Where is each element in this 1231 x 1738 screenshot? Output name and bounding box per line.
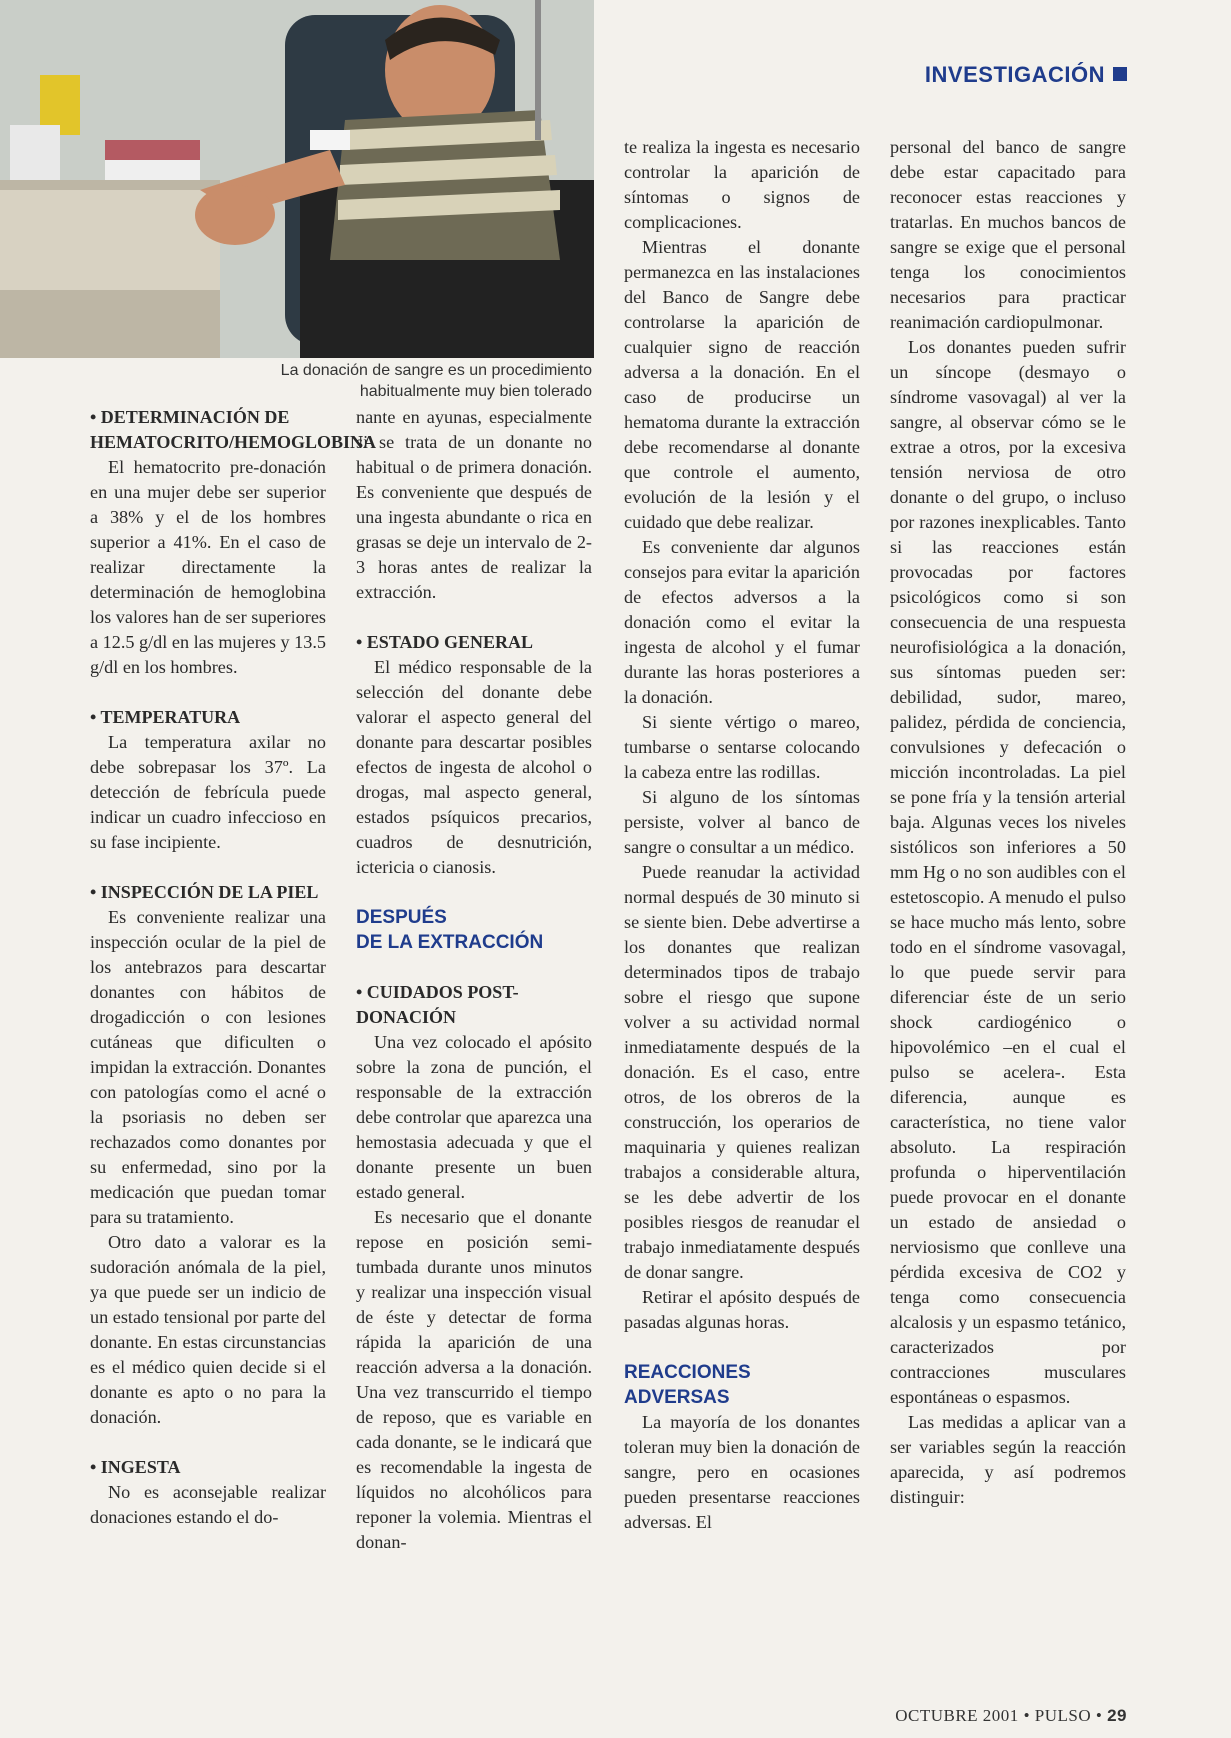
paragraph: personal del banco de sangre debe estar capacitado para reconocer estas reacciones y tratarlas. En muchos bancos de sangre se exige que el personal tenga los conocimientos necesarios para practicar reanimación cardiopulmonar. [890,137,1126,332]
heading-ingesta: • INGESTA [90,1457,181,1477]
paragraph: La temperatura axilar no debe sobrepasar los 37º. La detección de febrícula puede indicar un cuadro infeccioso en su fase incipiente. [90,732,326,852]
section-label-text: INVESTIGACIÓN [924,62,1105,87]
paragraph: Es necesario que el donante repose en posición semi-tumbada durante unos minutos y realizar una inspección visual de éste y detectar de forma rápida la aparición de una reacción adversa a la donación. Una vez transcurrido el tiempo de reposo, que es variable en cada donante, se le indicará que es recomendable la ingesta de líquidos no alcohólicos para reponer la volemia. Mientras el donan- [356,1207,592,1552]
paragraph: El médico responsable de la selección del donante debe valorar el aspecto general del donante para descartar posibles efectos de ingesta de alcohol o drogas, mal aspecto general, estados psíquicos precarios, cuadros de desnutrición, ictericia o cianosis. [356,657,592,877]
paragraph: Los donantes pueden sufrir un síncope (desmayo o síndrome vasovagal) al ver la sangre, al observar cómo se le extrae a otros, por la excesiva tensión nerviosa de otro donante o del grupo, o incluso por razones inexplicables. Tanto si las reacciones están provocadas por factores psicológicos como si son consecuencia de una respuesta neurofisiológica a la donación, sus síntomas pueden ser: debilidad, sudor, mareo, palidez, pérdida de conciencia, convulsiones y defecación o micción incontroladas. La piel se pone fría y la tensión arterial baja. Algunas veces los niveles sistólicos son inferiores a 50 mm Hg o no son audibles con el estetoscopio. A menudo el pulso se hace mucho más lento, sobre todo en el síndrome vasovagal, lo que puede servir para diferenciar éste de un serio shock cardiogénico o hipovolémico –en el cual el pulso se acelera-. Esta diferencia, aunque es característica, no tiene valor absoluto. La respiración profunda o hiperventilación puede provocar en el donante un estado de ansiedad o nerviosismo que conlleve una pérdida excesiva de CO2 y tenga como consecuencia alcalosis y un espasmo tetánico, caracterizados por contracciones musculares espontáneas o espasmos. [890,337,1126,1407]
paragraph: No es aconsejable realizar donaciones estando el do- [90,1482,326,1527]
footer-separator: • [1023,1706,1031,1725]
heading-hematocrito: • DETERMINACIÓN DE HEMATOCRITO/HEMOGLOBINA [90,407,377,452]
section-square-icon [1113,67,1127,81]
paragraph: Es conveniente realizar una inspección ocular de la piel de los antebrazos para descartar donantes con hábitos de drogadicción o con lesiones cutáneas que dificulten o impidan la extracción. Donantes con patologías como el acné o la psoriasis no deben ser rechazados como donantes por su enfermedad, sino por la medicación que puedan tomar para su tratamiento. [90,907,326,1227]
paragraph: Una vez colocado el apósito sobre la zona de punción, el responsable de la extracción debe controlar que aparezca una hemostasia adecuada y que el donante presente un buen estado general. [356,1032,592,1202]
heading-inspeccion-piel: • INSPECCIÓN DE LA PIEL [90,882,319,902]
photo-illustration [0,0,594,358]
paragraph: Es conveniente dar algunos consejos para evitar la aparición de efectos adversos a la donación como el evitar la ingesta de alcohol y el fumar durante las horas posteriores a la donación. [624,537,860,707]
heading-cuidados-post-donacion: • CUIDADOS POST-DONACIÓN [356,982,519,1027]
paragraph: Si siente vértigo o mareo, tumbarse o sentarse colocando la cabeza entre las rodillas. [624,712,860,782]
column-3 [624,135,860,1535]
section-heading-reacciones-2: ADVERSAS [624,1387,730,1408]
paragraph: Las medidas a aplicar van a ser variables según la reacción aparecida, y así podremos distinguir: [890,1412,1126,1507]
heading-estado-general: • ESTADO GENERAL [356,632,534,652]
photo-caption: La donación de sangre es un procedimiento habitualmente muy bien tolerado [280,362,592,400]
section-heading-despues-1: DESPUÉS [356,907,447,928]
footer-magazine: PULSO [1034,1706,1092,1725]
photo-blood-donor [0,0,594,358]
section-heading-reacciones-1: REACCIONES [624,1362,751,1383]
paragraph: Retirar el apósito después de pasadas algunas horas. [624,1287,860,1332]
paragraph: La mayoría de los donantes toleran muy bien la donación de sangre, pero en ocasiones pueden presentarse reacciones adversas. El [624,1412,860,1532]
paragraph: El hematocrito pre-donación en una mujer debe ser superior a 38% y el de los hombres superior a 41%. En el caso de realizar directamente la determinación de hemoglobina los valores han de ser superiores a 12.5 g/dl en las mujeres y 13.5 g/dl en los hombres. [90,457,326,677]
paragraph: Otro dato a valorar es la sudoración anómala de la piel, ya que puede ser un indicio de un estado tensional por parte del donante. En estas circunstancias es el médico quien decide si el donante es apto o no para la donación. [90,1232,326,1427]
paragraph: nante en ayunas, especialmente si se trata de un donante no habitual o de primera donación. Es conveniente que después de una ingesta abundante o rica en grasas se deje un intervalo de 2-3 horas antes de realizar la extracción. [356,407,592,602]
column-2 [356,405,592,1555]
footer-separator: • [1095,1706,1103,1725]
paragraph: Si alguno de los síntomas persiste, volver al banco de sangre o consultar a un médico. [624,787,860,857]
section-label [925,62,1127,88]
page-footer [895,1706,1127,1726]
column-1 [90,405,377,1530]
column-4 [890,135,1126,1510]
paragraph: te realiza la ingesta es necesario controlar la aparición de síntomas o signos de complicaciones. [624,137,860,232]
footer-date: OCTUBRE 2001 [895,1706,1019,1725]
paragraph: Mientras el donante permanezca en las instalaciones del Banco de Sangre debe controlarse la aparición de cualquier signo de reacción adversa a la donación. En el caso de producirse un hematoma durante la extracción debe recomendarse al donante que controle el aumento, evolución de la lesión y el cuidado que debe realizar. [624,237,860,532]
section-heading-despues-2: DE LA EXTRACCIÓN [356,932,544,953]
heading-temperatura: • TEMPERATURA [90,707,241,727]
paragraph: Puede reanudar la actividad normal después de 30 minuto si se siente bien. Debe advertirse a los donantes que realizan determinados tipos de trabajo sobre el riesgo que supone volver a su actividad normal inmediatamente después de la donación. Es el caso, entre otros, de los obreros de la construcción, los operarios de maquinaria y quienes realizan trabajos a considerable altura, se les debe advertir de los posibles riesgos de reanudar el trabajo inmediatamente después de donar sangre. [624,862,860,1282]
page-number: 29 [1107,1706,1127,1725]
